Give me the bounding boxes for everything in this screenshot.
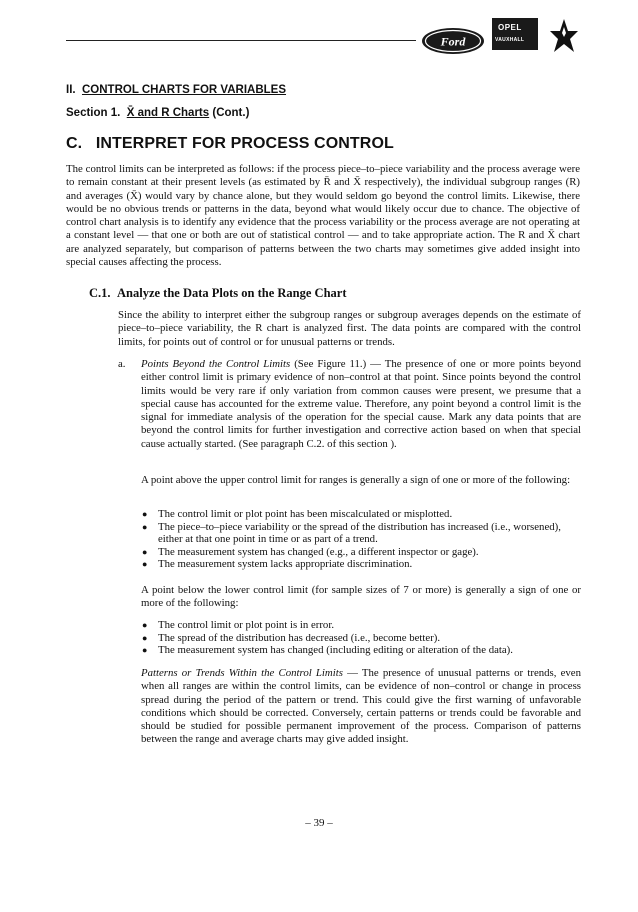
subsection-suffix: (Cont.) bbox=[212, 107, 250, 119]
intro-paragraph: The control limits can be interpreted as follows: if the process piece–to–piece variability and the process average were to remain constant at their present levels (as estimated by R̄ and X̄ respectively), the individual subgroup ranges (R) and averages (X̄) would vary by chance alone, but they would seldom go beyond the control limits. Likewise, there would be no obvious trends or patterns in the data, beyond what would likely occur due to chance. The objective of control chart analysis is to identify any evidence that the process variability or the process average are not operating at a constant level — that one or both are out of statistical control — and to take appropriate action. The R and X̄ chart are analyzed separately, but comparison of patterns between the two charts may sometimes give added insight into special causes affecting the process. bbox=[66, 163, 580, 269]
patterns-title: Patterns or Trends Within the Control Limits bbox=[141, 667, 343, 679]
section-label: II. bbox=[66, 84, 76, 96]
patterns-paragraph bbox=[141, 667, 581, 747]
above-limit-intro: A point above the upper control limit for ranges is generally a sign of one or more of the following: bbox=[141, 474, 571, 486]
ford-logo bbox=[420, 26, 486, 56]
below-limit-list bbox=[141, 619, 581, 657]
item-a-title: Points Beyond the Control Limits bbox=[141, 358, 291, 370]
main-heading: C. INTERPRET FOR PROCESS CONTROL bbox=[66, 135, 394, 152]
item-a-text: (See Figure 11.) — The presence of one or more points beyond either control limit is primary evidence of non–control at that point. Since points beyond the control limits would be very rare if only variation from common causes were present, we presume that a special cause has accounted for the extreme value. Therefore, any point beyond a control limit is the signal for immediate analysis of the operation for the special cause. Mark any data points that are beyond the control limits for further investigation and corrective action based on when that special cause actually started. (See paragraph C.2. of this section ). bbox=[141, 358, 581, 450]
list-item: ● The piece–to–piece variability or the spread of the distribution has increased (i.e., worsened), either at that one point in time or as part of a trend. bbox=[141, 521, 581, 546]
c1-heading bbox=[89, 286, 347, 301]
c1-number: C.1. bbox=[89, 286, 111, 300]
above-limit-list bbox=[141, 508, 581, 571]
list-item: ● The measurement system has changed (including editing or alteration of the data). bbox=[141, 644, 581, 657]
c1-paragraph: Since the ability to interpret either the subgroup ranges or subgroup averages depends on the estimate of piece–to–piece variability, the R chart is analyzed first. The data points are compared with the control limits, for points out of control or for unusual patterns or trends. bbox=[118, 309, 581, 348]
list-item: ● The measurement system lacks appropriate discrimination. bbox=[141, 558, 581, 571]
below-limit-intro: A point below the lower control limit (for sample sizes of 7 or more) is generally a sign of one or more of the following: bbox=[141, 584, 581, 610]
section-heading bbox=[66, 84, 286, 96]
header-rule bbox=[66, 40, 416, 41]
subsection-heading bbox=[66, 107, 249, 119]
list-item: ● The control limit or plot point has been miscalculated or misplotted. bbox=[141, 508, 581, 521]
pentastar-icon bbox=[549, 18, 579, 54]
list-item: ● The spread of the distribution has decreased (i.e., become better). bbox=[141, 632, 581, 645]
list-item: ● The control limit or plot point is in error. bbox=[141, 619, 581, 632]
page-number: – 39 – bbox=[305, 817, 333, 829]
opel-logo-text: OPEL bbox=[498, 23, 522, 32]
subsection-label: Section 1. bbox=[66, 107, 121, 119]
subsection-title: X̄ and R Charts bbox=[126, 107, 210, 119]
ford-logo-text: Ford bbox=[440, 34, 466, 49]
section-title: CONTROL CHARTS FOR VARIABLES bbox=[81, 84, 287, 96]
item-a-label: a. bbox=[118, 358, 126, 370]
item-a-paragraph bbox=[141, 358, 581, 451]
c1-title: Analyze the Data Plots on the Range Chart bbox=[117, 286, 347, 300]
opel-vauxhall-logo bbox=[492, 18, 538, 50]
vauxhall-logo-text: VAUXHALL bbox=[495, 37, 525, 43]
patterns-text: — The presence of unusual patterns or trends, even when all ranges are within the control limits, can be evidence of non–control or change in process spread during the period of the pattern or trend. This could give the first warning of unfavorable conditions which should be corrected. Conversely, certain patterns or trends could be favorable and should be studied for possible permanent improvement of the process. Comparison of patterns between the range and average charts may give added insight. bbox=[141, 667, 582, 746]
list-item: ● The measurement system has changed (e.g., a different inspector or gage). bbox=[141, 546, 581, 559]
